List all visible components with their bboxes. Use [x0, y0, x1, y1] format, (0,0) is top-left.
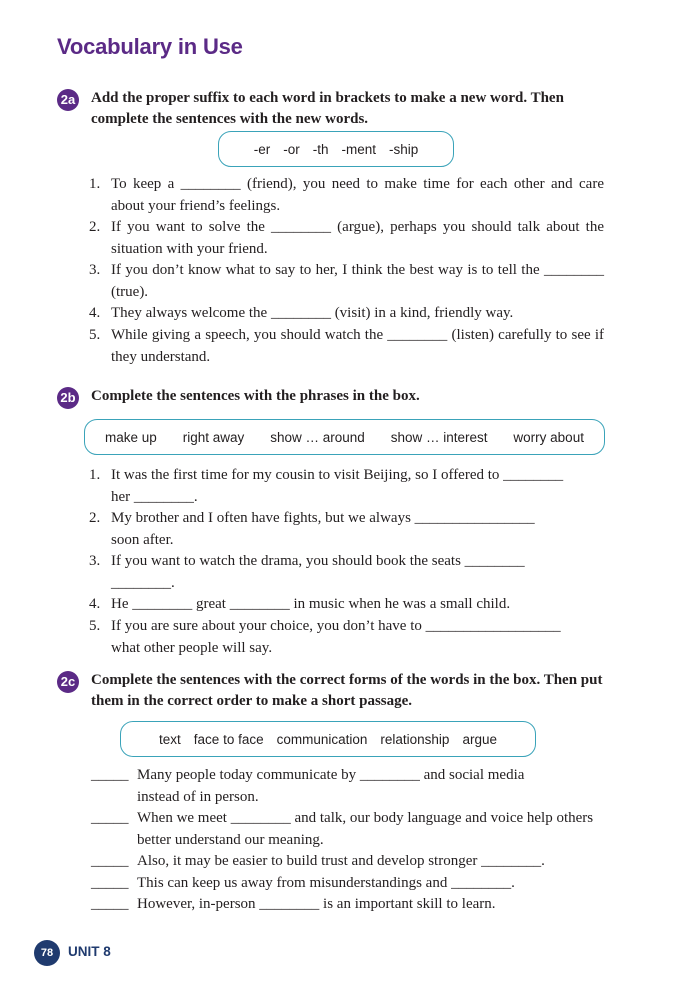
- question-number: 3.: [89, 553, 101, 569]
- box-phrase: right away: [182, 429, 245, 445]
- order-blank: _____: [91, 767, 129, 783]
- order-blank: _____: [91, 875, 129, 891]
- order-blank: _____: [91, 853, 129, 869]
- page-title: Vocabulary in Use: [57, 34, 243, 59]
- question-text: He ________ great ________ in music when he was a small child.: [111, 596, 511, 612]
- question-text: While giving a speech, you should watch the ________ (listen) carefully to see if they understand.: [111, 327, 604, 365]
- order-blank: _____: [91, 810, 129, 826]
- order-blank: _____: [91, 896, 129, 912]
- question-text: If you want to watch the drama, you should book the seats ________: [111, 553, 525, 569]
- phrase-box: [84, 419, 605, 455]
- instruction-2a: Add the proper suffix to each word in brackets to make a new word. Then complete the sentences with the new words.: [91, 90, 564, 127]
- question-2a-1: [89, 174, 604, 217]
- passage-text: Also, it may be easier to build trust and develop stronger ________.: [137, 853, 545, 869]
- instruction-2b: Complete the sentences with the phrases in the box.: [91, 388, 420, 404]
- question-number: 1.: [89, 467, 101, 483]
- exercise-badge-2c: 2c: [57, 671, 79, 693]
- question-text: If you are sure about your choice, you don’t have to __________________: [111, 618, 561, 634]
- question-2a-4: [89, 303, 604, 325]
- question-number: 2.: [89, 510, 101, 526]
- box-word: -or: [283, 141, 300, 157]
- box-phrase: worry about: [513, 429, 584, 445]
- question-text: ________.: [111, 575, 175, 591]
- question-text: To keep a ________ (friend), you need to make time for each other and care about your friend’s feelings.: [111, 176, 604, 214]
- box-word: text: [159, 731, 181, 747]
- question-text: If you don’t know what to say to her, I think the best way is to tell the ________ (true).: [111, 262, 604, 300]
- box-word: -ship: [389, 141, 419, 157]
- box-word: face to face: [193, 731, 264, 747]
- question-text: what other people will say.: [111, 640, 273, 656]
- exercise-badge-2a: 2a: [57, 89, 79, 111]
- box-word: argue: [462, 731, 497, 747]
- exercise-badge-2b: 2b: [57, 387, 79, 409]
- box-phrase: show … around: [270, 429, 365, 445]
- box-word: -ment: [341, 141, 376, 157]
- question-2a-2: [89, 217, 604, 260]
- unit-label: UNIT 8: [68, 944, 111, 959]
- question-number: 4.: [89, 305, 101, 321]
- box-phrase: show … interest: [390, 429, 488, 445]
- passage-text: This can keep us away from misunderstandings and ________.: [137, 875, 515, 891]
- question-text: If you want to solve the ________ (argue), perhaps you should talk about the situation with your friend.: [111, 219, 604, 257]
- suffix-box: [218, 131, 454, 167]
- passage-text: However, in-person ________ is an important skill to learn.: [137, 896, 496, 912]
- question-2a-3: [89, 260, 604, 303]
- passage-text: Many people today communicate by ________ and social media instead of in person.: [137, 767, 525, 805]
- question-text: her ________.: [111, 489, 198, 505]
- question-number: 4.: [89, 596, 101, 612]
- page-number: 78: [34, 940, 60, 966]
- box-word: -er: [253, 141, 271, 157]
- question-number: 5.: [89, 327, 101, 343]
- word-box: [120, 721, 536, 757]
- question-text: They always welcome the ________ (visit) in a kind, friendly way.: [111, 305, 514, 321]
- box-word: communication: [276, 731, 368, 747]
- box-word: -th: [312, 141, 329, 157]
- instruction-2c: Complete the sentences with the correct forms of the words in the box. Then put them in the correct order to make a short passage.: [91, 672, 603, 709]
- box-phrase: make up: [105, 429, 157, 445]
- question-text: It was the first time for my cousin to visit Beijing, so I offered to ________: [111, 467, 564, 483]
- passage-text: When we meet ________ and talk, our body language and voice help others better understand our meaning.: [137, 810, 594, 848]
- question-number: 5.: [89, 618, 101, 634]
- question-number: 2.: [89, 219, 101, 235]
- question-number: 1.: [89, 176, 101, 192]
- question-2a-5: [89, 325, 604, 368]
- box-word: relationship: [380, 731, 450, 747]
- question-text: My brother and I often have fights, but we always ________________: [111, 510, 535, 526]
- question-number: 3.: [89, 262, 101, 278]
- question-text: soon after.: [111, 532, 174, 548]
